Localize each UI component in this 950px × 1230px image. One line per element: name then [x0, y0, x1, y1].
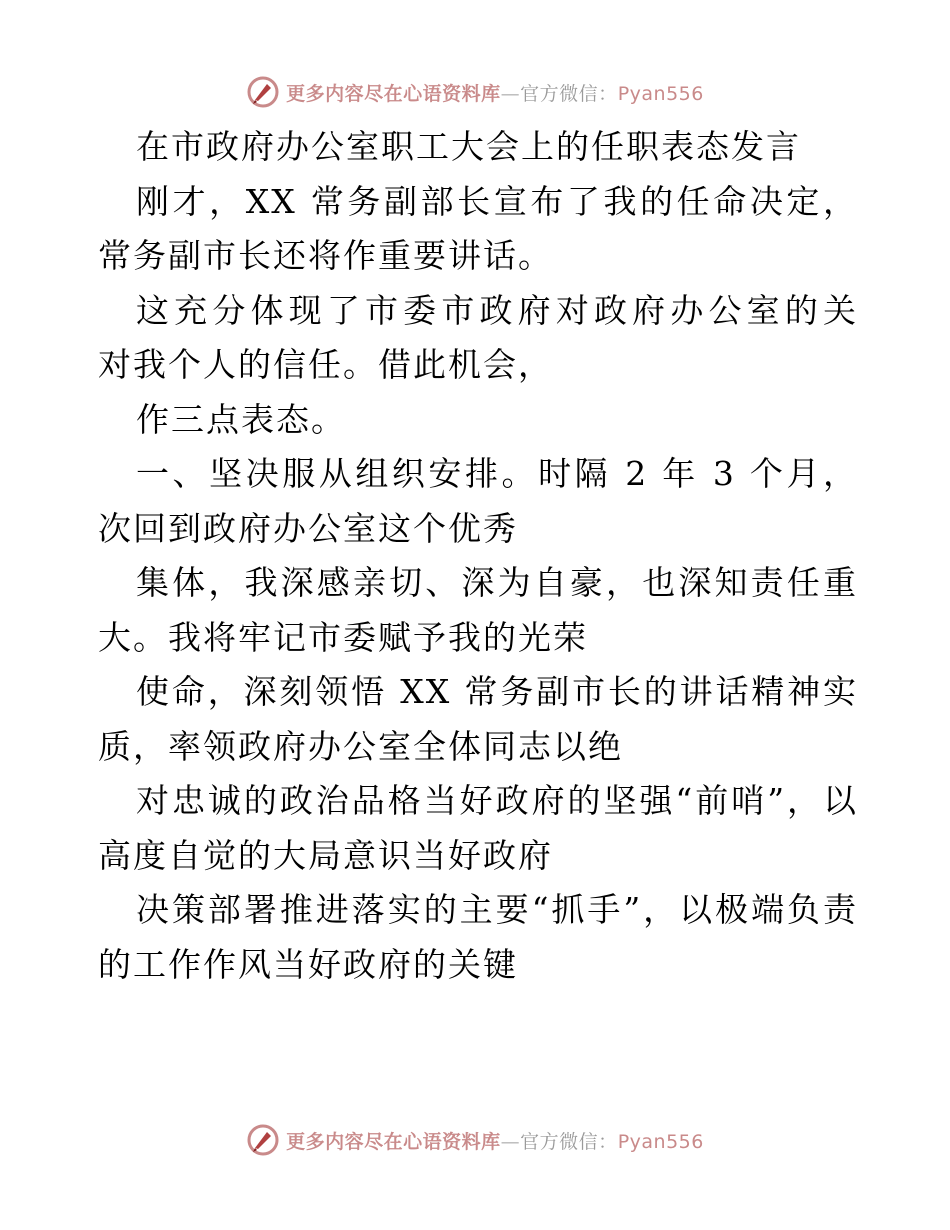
watermark-main: 更多内容尽在心语资料库	[286, 82, 501, 105]
paragraph-line: 集体，我深感亲切、深为自豪，也深知责任重	[136, 563, 858, 602]
watermark-text	[286, 79, 704, 106]
paragraph-line: 高度自觉的大局意识当好政府	[98, 835, 553, 875]
watermark-wechat-label: 官方微信：	[520, 1130, 618, 1153]
paragraph-line: 对忠诚的政治品格当好政府的坚强“前哨”，以	[136, 781, 858, 820]
paragraph-line: 对我个人的信任。借此机会，	[98, 345, 553, 384]
paragraph-line: 决策部署推进落实的主要“抓手”，以极端负责	[136, 890, 858, 929]
quill-pen-logo-icon	[246, 75, 280, 109]
paragraph-line: 这充分体现了市委市政府对政府办公室的关	[136, 290, 858, 330]
watermark-wechat-id: Pyan556	[617, 1130, 704, 1153]
paragraph-line: 的工作作风当好政府的关键	[98, 944, 518, 984]
paragraph-line: 质，率领政府办公室全体同志以绝	[98, 726, 623, 766]
header-watermark	[0, 70, 950, 114]
watermark-main: 更多内容尽在心语资料库	[286, 1130, 501, 1153]
quill-pen-logo-icon	[246, 1123, 280, 1157]
paragraph-line: 一、坚决服从组织安排。时隔 2 年 3 个月，	[136, 454, 858, 493]
paragraph-line: 刚才，XX 常务副部长宣布了我的任命决定，	[136, 181, 858, 221]
watermark-wechat-id: Pyan556	[617, 82, 704, 105]
paragraph-line: 使命，深刻领悟 XX 常务副市长的讲话精神实	[136, 672, 858, 711]
document-body	[98, 120, 858, 992]
footer-watermark	[0, 1118, 950, 1162]
paragraph-line: 次回到政府办公室这个优秀	[98, 508, 518, 548]
document-title: 在市政府办公室职工大会上的任职表态发言	[136, 127, 801, 166]
watermark-dash: —	[500, 1130, 521, 1153]
watermark-text	[286, 1127, 704, 1154]
paragraph-line: 常务副市长还将作重要讲话。	[98, 236, 553, 275]
paragraph-line: 大。我将牢记市委赋予我的光荣	[98, 617, 588, 657]
paragraph-line: 作三点表态。	[136, 399, 346, 439]
watermark-wechat-label: 官方微信：	[520, 82, 618, 105]
watermark-dash: —	[500, 82, 521, 105]
